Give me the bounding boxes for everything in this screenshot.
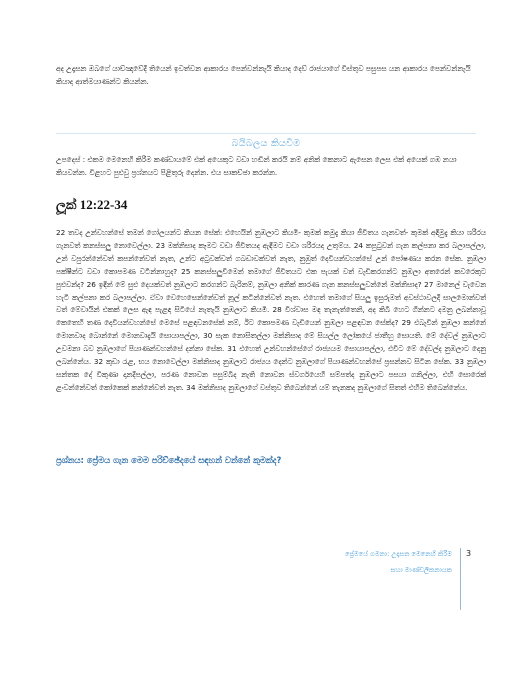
footer-subtitle: සහා මාණ්ඩලිකනායක <box>390 566 452 574</box>
scripture-reference: ලූක් 12:22-34 <box>56 197 128 212</box>
footer-divider <box>460 548 461 610</box>
instructions-paragraph: උපදෙස් : එකම මෙනෙහි කිරීම කණ්ඩායමේ එක් අයෙකුට වඩා හඬින් කරයි නම් අනික් කෙනාට ඇසෙන ලෙස එක් අයෙක් ගඹ නයා කියවන්න. විළහට පුළුවු ප්‍රශ්නයට පිළිතුරු දෙන්න. එය සාකච්ඡා කරන්න. <box>56 155 457 177</box>
section-heading: බයිබලය කියවීම <box>231 138 301 149</box>
page-number: 3 <box>466 549 472 558</box>
intro-paragraph: අද උදෑසන ඔබගේ යාච්ඤාවේදී තියෙන් ඉවත්වන ආකාරය පෙන්වන්නැයි කියාද දෙව් රාජයාගේ විස්තුව පසුපස යන ආකාරය පෙන්වන්නැයි කියාද ආත්මයාණන්ට කියන්න. <box>56 64 471 86</box>
footer-title: ප්‍රේමයේ ගමනා: උදෑසන මෙනෙහි කිරීම <box>345 550 452 558</box>
discussion-question: ප්‍රශ්නය: ප්‍රේමය ගැන මෙම පරිච්ඡේදයේ සඳහන් වන්නේ කුමක්ද? <box>56 455 282 465</box>
scripture-passage: 22 තවද උන්වහන්සේ තමන් ගෝලයන්ට කියන සේක්: එහෙයින් නුඹලාට කියමි- කුමක් කමුදැ කියා ජීවිතය ගැනවත්- කුමක් අඳිමුදැ කියා ශරීරය ගැනවත් කනස්සලු නොවෙල්ලා. 23 මක්නිසාද කෑමට වඩා ජීවිතයද ඇඳීමට වඩා ශරීරයද උතුම්ය. 24 කපුටුවන් ගැන කල්පනා කර බලාපල්ලා, උන් වපුරන්නේවත් කපන්නේවත් නැත, උන්ට අටුවක්වත් ගබඩාවක්වත් නැත, නුඹුත් දෙවියන්වහන්සේ උන් පෝෂණය කරන සේක. නුඹලා පක්ෂීන්ට වඩා කොපමණ වටින්නාහුද? 25 කනස්සලුවීමෙන් තමාගේ ජීවිතයට එක පැයක් වත් වැඩිකරගන්ට නුඹලා අතරෙන් කවරෙකුට පුළුවන්ද? 26 ඉඳින් මේ සුළු දෙයක්වත් නුඹලාට කරගන්ට බැරිනම්, නුඹලා අනික් කාරණ ගැන කනස්සලුවන්නේ මක්නිසාද? 27 මානෙල් වැවෙන හැටි කල්පනා කර බලාපල්ලා. ඒවා වෙහෙසෙන්නේවත් නූල් කටින්නේවත් නැත. එහෙත් තමාගේ සියලු ඉසුරුමත් අවස්ථාවලදී සාලමොන්වත් වත් මේවායින් එකක් ලෙස ඇඳ පැළඳ සිටියේ නැතැයි නුඹලාට කියමි. 28 විශ්වාස මඳ තැනැත්තෙනි, අද කිබී හෙට ගින්නට දමනු ලබන්නාවූ කෙතෙහි තණ දෙවියන්වහන්සේ මෙසේ පළඳවනසේක් නම්, ඊට කොපමණ වැඩියෙන් නුඹලා පළඳවන සේක්ද? 29 එබැවින් නුඹලා කන්නේ මොනවාද බොන්නේ මොනවාදැයි සොයාපල්ලා, 30 සැක නොසිතල්ලා මක්නිසාද මේ සියල්ල ලෝකයේ ජාතීහු සොයති. මේ දේවල් නුඹලාට උවමනා බව නුඹලාගේ පියාණන්වහන්සේ දන්නා සේක. 31 එහෙත් උන්වහන්සේගේ රාජ්‍යයම සොයාපල්ලා, එවිට මේ දේවල්ද නුඹලාට දෙනු ලබන්නේය. 32 කුඩා රැළ, භය නොවෙල්ලා මක්නිසාද නුඹලාට රාජ්‍යය දෙන්ට නුඹලාගේ පියාණන්වහන්සේ ප්‍රසන්නව සිටින සේක. 33 නුඹලා සන්තක දේ විකුණා දානදීපල්ලා, පරණ නොවන පසුම්බිද නැති නොවන ස්වර්ගයෙහි සම්පත්ද නුඹලාට පසයා ගනිල්ලා, එහි සොරෙක් ළංවන්නේවත් කෝකෙක් කන්නේවත් නැත. 34 මක්නිසාද නුඹලාගේ වස්තුව තිබෙන්නේ යම් තැනකද නුඹලාගේ සිතත් එහිම තිබෙන්නේය. <box>56 228 486 392</box>
heading-divider <box>56 133 476 134</box>
